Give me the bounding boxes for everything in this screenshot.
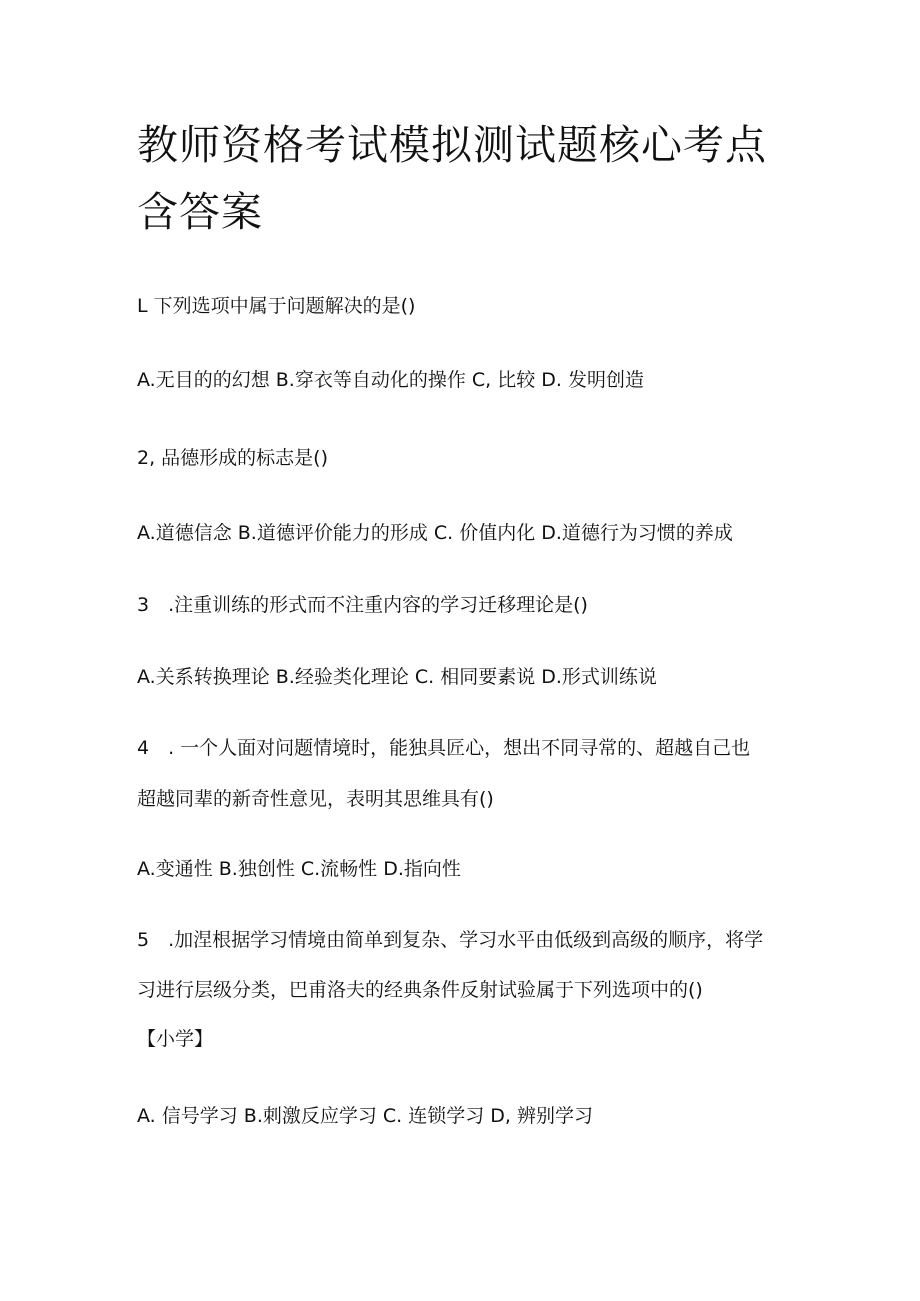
document-title (137, 112, 817, 246)
question-1-options: A.无目的的幻想 B.穿衣等自动化的操作 C, 比较 D. 发明创造 (137, 369, 644, 391)
question-5-stem-line-2: 习进行层级分类，巴甫洛夫的经典条件反射试验属于下列选项中的() (137, 979, 703, 1001)
question-1-stem: L 下列选项中属于问题解决的是() (137, 295, 416, 317)
title-line-1: 教师资格考试模拟测试题核心考点 (137, 121, 767, 169)
question-3-options: A.关系转换理论 B.经验类化理论 C. 相同要素说 D.形式训练说 (137, 666, 657, 688)
question-2-options: A.道德信念 B.道德评价能力的形成 C. 价值内化 D.道德行为习惯的养成 (137, 522, 733, 544)
question-2-stem: 2, 品德形成的标志是() (137, 447, 328, 469)
question-4-stem-line-1: 4 . 一个人面对问题情境时，能独具匠心，想出不同寻常的、超越自己也 (137, 737, 751, 759)
title-line-2: 含答案 (137, 188, 263, 236)
question-4-options: A.变通性 B.独创性 C.流畅性 D.指向性 (137, 858, 461, 880)
question-4-stem-line-2: 超越同辈的新奇性意见，表明其思维具有() (137, 788, 494, 810)
question-3-stem: 3 .注重训练的形式而不注重内容的学习迁移理论是() (137, 594, 588, 616)
question-5-options: A. 信号学习 B.刺激反应学习 C. 连锁学习 D, 辨别学习 (137, 1105, 593, 1127)
question-5-stem-line-1: 5 .加涅根据学习情境由简单到复杂、学习水平由低级到高级的顺序，将学 (137, 929, 764, 951)
question-5-tag: 【小学】 (137, 1028, 214, 1050)
